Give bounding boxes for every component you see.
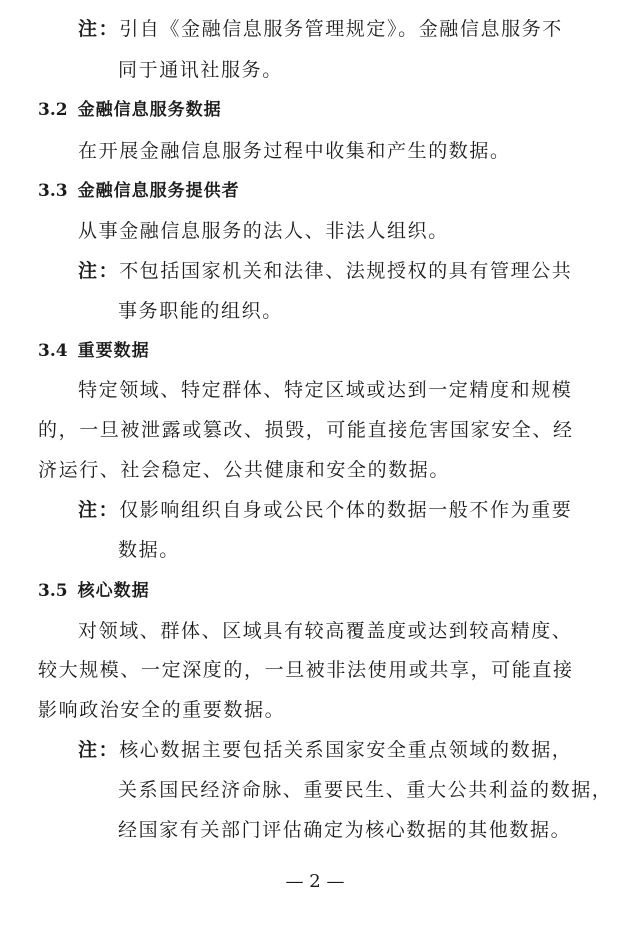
section-3-4-body-line-3: 济运行、社会稳定、公共健康和安全的数据。 (38, 459, 451, 481)
section-3-5-note-line-2: 关系国民经济命脉、重要民生、重大公共利益的数据， (118, 779, 613, 801)
section-heading-3-2 (38, 97, 222, 123)
note-text: 核心数据主要包括关系国家安全重点领域的数据， (119, 739, 573, 761)
section-title: 金融信息服务数据 (77, 100, 222, 120)
section-number: 3.2 (38, 100, 68, 120)
section-3-5-body-line-2: 较大规模、一定深度的，一旦被非法使用或共享，可能直接 (38, 659, 574, 681)
section-3-5-body-line-1: 对领域、群体、区域具有较高覆盖度或达到较高精度、 (78, 620, 573, 642)
section-3-3-body: 从事金融信息服务的法人、非法人组织。 (78, 220, 449, 242)
note-label: 注： (78, 739, 120, 761)
section-3-5-body-line-3: 影响政治安全的重要数据。 (38, 699, 286, 721)
note-label: 注： (78, 260, 120, 282)
section-number: 3.5 (38, 581, 68, 601)
section-heading-3-5 (38, 578, 150, 604)
note-1-line-1 (78, 16, 563, 42)
section-title: 核心数据 (77, 581, 150, 601)
note-text: 引自《金融信息服务管理规定》。金融信息服务不 (119, 18, 563, 40)
page-number: — 2 — (285, 871, 345, 892)
section-number: 3.3 (38, 181, 68, 201)
note-label: 注： (78, 499, 120, 521)
section-3-3-note-line-2: 事务职能的组织。 (118, 300, 283, 322)
section-3-4-body-line-2: 的，一旦被泄露或篡改、损毁，可能直接危害国家安全、经 (38, 419, 574, 441)
section-3-5-note-line-1 (78, 737, 572, 763)
section-title: 金融信息服务提供者 (77, 181, 240, 201)
section-3-4-note-line-1 (78, 497, 572, 523)
section-3-5-note-line-3: 经国家有关部门评估确定为核心数据的其他数据。 (118, 819, 572, 841)
note-1-line-2: 同于通讯社服务。 (118, 59, 283, 81)
section-heading-3-3 (38, 178, 240, 204)
section-3-3-note-line-1 (78, 258, 572, 284)
section-3-4-body-line-1: 特定领域、特定群体、特定区域或达到一定精度和规模 (78, 379, 573, 401)
note-text: 仅影响组织自身或公民个体的数据一般不作为重要 (119, 499, 573, 521)
section-3-2-body: 在开展金融信息服务过程中收集和产生的数据。 (78, 140, 511, 162)
note-text: 不包括国家机关和法律、法规授权的具有管理公共 (119, 260, 573, 282)
note-label: 注： (78, 18, 120, 40)
section-3-4-note-line-2: 数据。 (118, 539, 180, 561)
section-number: 3.4 (38, 341, 68, 361)
section-title: 重要数据 (77, 341, 150, 361)
section-heading-3-4 (38, 338, 150, 364)
